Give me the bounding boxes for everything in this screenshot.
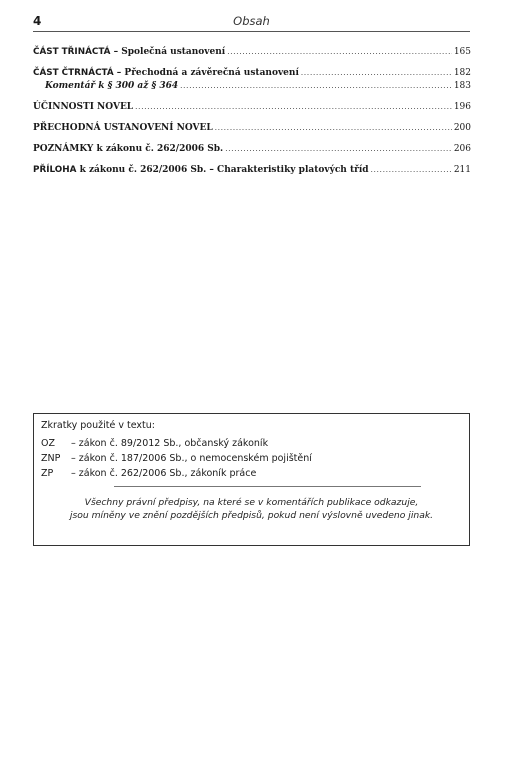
page-header [33, 12, 470, 32]
dot-leader [227, 47, 452, 58]
dot-leader [301, 68, 452, 79]
toc-entry[interactable] [33, 68, 471, 79]
toc-page-number: 165 [453, 47, 471, 57]
dot-leader [371, 165, 452, 176]
toc-entry[interactable] [33, 102, 471, 113]
toc-entry[interactable] [33, 165, 471, 176]
abbreviation-row [41, 453, 312, 464]
dot-leader [135, 102, 452, 113]
toc-page-number: 211 [453, 165, 471, 175]
dot-leader [180, 81, 452, 92]
abbreviation-definition: – zákon č. 89/2012 Sb., občanský zákoník [71, 438, 269, 449]
dot-leader [215, 123, 452, 134]
divider [114, 486, 421, 487]
abbreviation-row [41, 438, 268, 449]
toc-entry-title [33, 68, 299, 79]
toc-page-number: 206 [453, 144, 471, 154]
toc-page-number: 200 [453, 123, 471, 133]
toc-entry-subtitle: – Společná ustanovení [110, 47, 226, 57]
toc-entry[interactable] [33, 47, 471, 58]
toc-entry-title [33, 47, 225, 58]
table-of-contents [33, 47, 471, 186]
note-line: jsou míněny ve znění pozdějších předpisů, pokud není výslovně uvedeno jinak. [69, 510, 434, 521]
abbreviation-definition: – zákon č. 262/2006 Sb., zákoník práce [71, 468, 257, 479]
abbreviation-code: ZP [41, 468, 54, 479]
note-text [54, 496, 449, 522]
toc-entry-title: ÚČINNOSTI NOVEL [33, 102, 134, 112]
toc-entry[interactable] [33, 144, 471, 155]
toc-entry-title: Komentář k § 300 až § 364 [45, 81, 179, 91]
toc-page-number: 183 [453, 81, 471, 91]
abbreviation-definition: – zákon č. 187/2006 Sb., o nemocenském pojištění [71, 453, 312, 464]
abbreviations-heading: Zkratky použité v textu: [41, 420, 155, 431]
page-number: 4 [33, 14, 42, 28]
abbreviation-row [41, 468, 256, 479]
toc-entry-subtitle: – Přechodná a závěrečná ustanovení [113, 68, 299, 78]
toc-entry[interactable] [33, 81, 471, 92]
toc-page-number: 196 [453, 102, 471, 112]
abbreviation-code: ZNP [41, 453, 61, 464]
toc-entry-subtitle: k zákonu č. 262/2006 Sb. – Charakteristiky platových tříd [76, 165, 369, 175]
toc-part-label: ČÁST ČTRNÁCTÁ [33, 68, 114, 78]
abbreviations-box [33, 413, 470, 546]
toc-part-label: PŘÍLOHA [33, 165, 77, 175]
toc-part-label: ČÁST TŘINÁCTÁ [33, 47, 111, 57]
dot-leader [225, 144, 452, 155]
abbreviation-code: OZ [41, 438, 55, 449]
toc-entry-title [33, 165, 369, 176]
toc-entry-title: PŘECHODNÁ USTANOVENÍ NOVEL [33, 123, 213, 133]
toc-page-number: 182 [453, 68, 471, 78]
toc-entry[interactable] [33, 123, 471, 134]
toc-entry-title: POZNÁMKY k zákonu č. 262/2006 Sb. [33, 144, 224, 154]
running-title: Obsah [233, 14, 270, 28]
note-line: Všechny právní předpisy, na které se v komentářích publikace odkazuje, [84, 497, 419, 508]
